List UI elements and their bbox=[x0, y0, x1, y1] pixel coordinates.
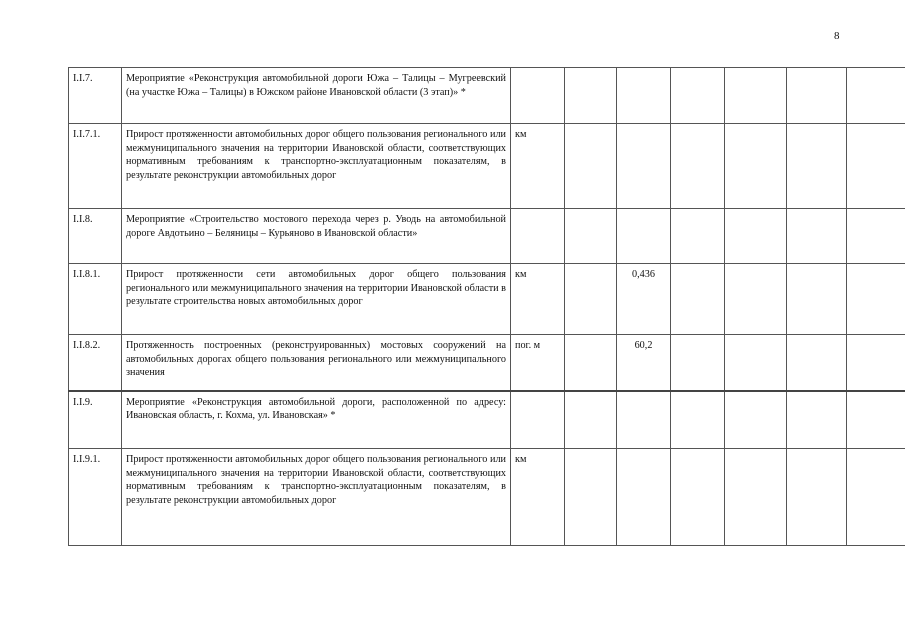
empty-cell bbox=[847, 124, 905, 209]
row-description: Прирост протяженности автомобильных дорог общего пользования регионального или межмуниципального значения на территории Ивановской области, соответствующих нормативным требованиям к транспортно-эксплуатационным показателям, в результате реконструкции автомобильных дорог bbox=[122, 124, 511, 209]
empty-cell bbox=[725, 124, 787, 209]
empty-cell bbox=[565, 391, 617, 449]
row-value bbox=[617, 449, 671, 546]
empty-cell bbox=[671, 124, 725, 209]
row-description: Прирост протяженности сети автомобильных дорог общего пользования регионального или межмуниципального значения на территории Ивановской области в результате строительства новых автомобильных дорог bbox=[122, 264, 511, 335]
empty-cell bbox=[725, 449, 787, 546]
table-row bbox=[69, 264, 905, 335]
table-row bbox=[69, 449, 905, 546]
page-number: 8 bbox=[834, 30, 840, 42]
row-value bbox=[617, 124, 671, 209]
empty-cell bbox=[725, 391, 787, 449]
empty-cell bbox=[847, 335, 905, 391]
row-value bbox=[617, 68, 671, 124]
row-number: I.I.7. bbox=[69, 68, 122, 124]
empty-cell bbox=[671, 335, 725, 391]
row-unit bbox=[511, 68, 565, 124]
row-value: 60,2 bbox=[617, 335, 671, 391]
table-row bbox=[69, 209, 905, 264]
empty-cell bbox=[671, 68, 725, 124]
indicators-table bbox=[68, 67, 905, 546]
row-description: Мероприятие «Реконструкция автомобильной дороги, расположенной по адресу: Ивановская область, г. Кохма, ул. Ивановская» * bbox=[122, 391, 511, 449]
empty-cell bbox=[671, 264, 725, 335]
empty-cell bbox=[565, 335, 617, 391]
row-number: I.I.7.1. bbox=[69, 124, 122, 209]
row-description: Протяженность построенных (реконструированных) мостовых сооружений на автомобильных дорогах общего пользования регионального или межмуниципального значения bbox=[122, 335, 511, 391]
empty-cell bbox=[847, 209, 905, 264]
row-unit bbox=[511, 209, 565, 264]
empty-cell bbox=[725, 335, 787, 391]
empty-cell bbox=[725, 264, 787, 335]
empty-cell bbox=[847, 449, 905, 546]
table-body bbox=[69, 68, 905, 546]
empty-cell bbox=[565, 209, 617, 264]
empty-cell bbox=[847, 391, 905, 449]
row-description: Прирост протяженности автомобильных дорог общего пользования регионального или межмуниципального значения на территории Ивановской области, соответствующих нормативным требованиям к транспортно-эксплуатационным показателям, в результате реконструкции автомобильных дорог bbox=[122, 449, 511, 546]
row-unit: пог. м bbox=[511, 335, 565, 391]
empty-cell bbox=[787, 264, 847, 335]
empty-cell bbox=[787, 449, 847, 546]
empty-cell bbox=[787, 209, 847, 264]
row-number: I.I.9. bbox=[69, 391, 122, 449]
empty-cell bbox=[787, 68, 847, 124]
empty-cell bbox=[671, 391, 725, 449]
row-description: Мероприятие «Реконструкция автомобильной дороги Южа – Талицы – Мугреевский (на участке Южа – Талицы) в Южском районе Ивановской области (3 этап)» * bbox=[122, 68, 511, 124]
empty-cell bbox=[725, 209, 787, 264]
empty-cell bbox=[787, 391, 847, 449]
table-row bbox=[69, 335, 905, 391]
empty-cell bbox=[725, 68, 787, 124]
table-row bbox=[69, 68, 905, 124]
empty-cell bbox=[565, 124, 617, 209]
table-row bbox=[69, 391, 905, 449]
empty-cell bbox=[671, 209, 725, 264]
empty-cell bbox=[787, 124, 847, 209]
empty-cell bbox=[787, 335, 847, 391]
empty-cell bbox=[565, 264, 617, 335]
row-number: I.I.9.1. bbox=[69, 449, 122, 546]
row-unit: км bbox=[511, 124, 565, 209]
empty-cell bbox=[671, 449, 725, 546]
row-value bbox=[617, 209, 671, 264]
empty-cell bbox=[565, 449, 617, 546]
row-unit: км bbox=[511, 449, 565, 546]
empty-cell bbox=[565, 68, 617, 124]
row-unit: км bbox=[511, 264, 565, 335]
row-description: Мероприятие «Строительство мостового перехода через р. Уводь на автомобильной дороге Авдотьино – Беляницы – Курьяново в Ивановской области» bbox=[122, 209, 511, 264]
empty-cell bbox=[847, 264, 905, 335]
table-row bbox=[69, 124, 905, 209]
row-number: I.I.8.1. bbox=[69, 264, 122, 335]
row-number: I.I.8. bbox=[69, 209, 122, 264]
row-unit bbox=[511, 391, 565, 449]
row-value bbox=[617, 391, 671, 449]
row-number: I.I.8.2. bbox=[69, 335, 122, 391]
empty-cell bbox=[847, 68, 905, 124]
row-value: 0,436 bbox=[617, 264, 671, 335]
